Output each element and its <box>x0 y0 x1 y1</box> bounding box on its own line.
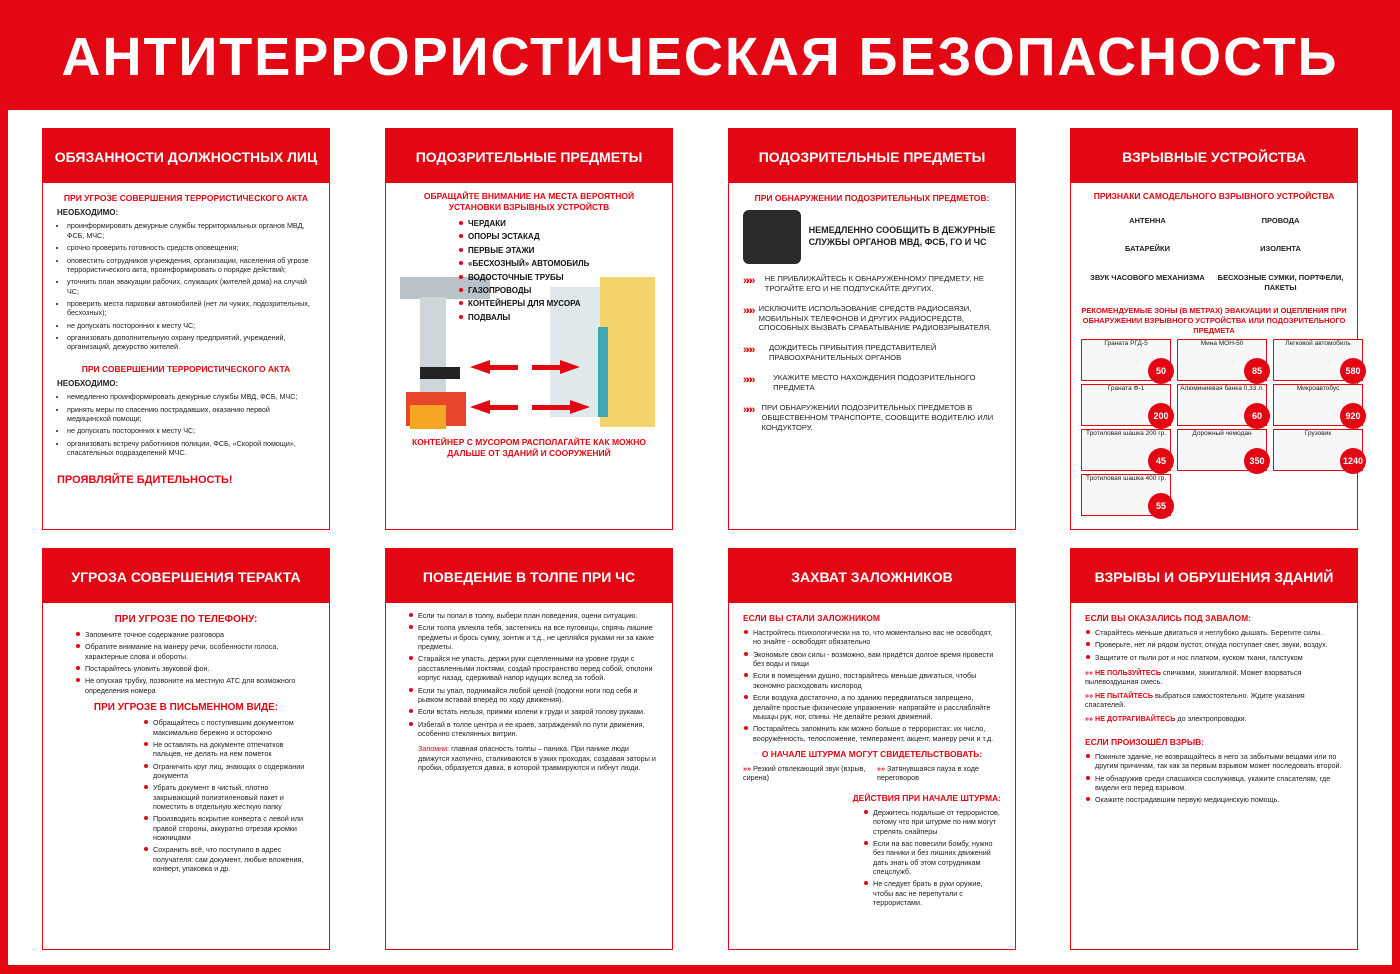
zone-tile <box>1081 474 1171 516</box>
remember-label: Запомни: <box>418 744 450 754</box>
list-item: КОНТЕЙНЕРЫ ДЛЯ МУСОРА <box>468 299 589 309</box>
list-item: Если в помещении душно, постарайтесь меньше двигаться, чтобы экономно расходовать кислород <box>753 671 1001 690</box>
list-item: • срочно проверить готовность средств оповещения; <box>67 243 315 252</box>
list-item: Обращайтесь с поступившим документом максимально бережно и осторожно <box>153 718 315 737</box>
duty-list-threat <box>57 221 315 351</box>
list-item: ВОДОСТОЧНЫЕ ТРУБЫ <box>468 273 589 283</box>
action-text: УКАЖИТЕ МЕСТО НАХОЖДЕНИЯ ПОДОЗРИТЕЛЬНОГО ПРЕДМЕТА <box>773 373 976 392</box>
need-label: НЕОБХОДИМО: <box>57 378 119 388</box>
list-item: Не обнаружив среди спасшихся сослуживца, укажите спасателям, где видели его перед взрывом. <box>1095 774 1343 793</box>
phone-block <box>743 210 1001 264</box>
places-list <box>458 219 589 326</box>
list-item: Если ты попал в толпу, выбери план поведения, оцени ситуацию. <box>418 611 658 620</box>
zone-item-name: Микроавтобус <box>1296 385 1340 393</box>
panel-title: ПОДОЗРИТЕЛЬНЫЕ ПРЕДМЕТЫ <box>386 129 672 183</box>
zone-distance: 50 <box>1148 358 1174 384</box>
arrow-icon: »»» <box>743 403 753 416</box>
list-item: Держитесь подальше от террористов, потому что при штурме по ним могут стрелять снайперы <box>873 807 1000 836</box>
zone-distance: 920 <box>1340 403 1366 429</box>
zone-distance: 1240 <box>1340 448 1366 474</box>
action-item <box>743 343 1001 363</box>
list-item: Производить вскрытие конверта с левой или правой стороны, аккуратно отрезая кромки ножницами <box>153 814 315 842</box>
device-sign: АНТЕННА <box>1129 215 1166 225</box>
device-sign: БЕСХОЗНЫЕ СУМКИ, ПОРТФЕЛИ, ПАКЕТЫ <box>1217 273 1344 292</box>
list-item: • оповестить сотрудников учреждения, организации, населения об угрозе террористического акта, проинформировать о порядке действий; <box>67 256 315 275</box>
container-shape <box>410 405 446 429</box>
storm-actions-list <box>863 808 1001 908</box>
panel-official-duties <box>42 128 330 530</box>
list-item: Постарайтесь запомнить как можно больше о террористах: их число, вооружённость, телосложение, темперамент, акцент, манеру речи и т.д. <box>753 724 1001 743</box>
striped-base <box>420 367 460 379</box>
zone-distance: 200 <box>1148 403 1174 429</box>
list-item: «БЕСХОЗНЫЙ» АВТОМОБИЛЬ <box>468 259 590 269</box>
warning-3-red: НЕ ДОТРАГИВАЙТЕСЬ <box>1095 713 1176 723</box>
section-title: ДЕЙСТВИЯ ПРИ НАЧАЛЕ ШТУРМА: <box>852 792 1001 803</box>
device-sign: ИЗОЛЕНТА <box>1260 244 1301 254</box>
device-sign: ПРОВОДА <box>1261 215 1300 225</box>
panel-explosive-devices <box>1070 128 1364 530</box>
arrow-icon: »»» <box>743 275 753 288</box>
action-text: ПРИ ОБНАРУЖЕНИИ ПОДОЗРИТЕЛЬНЫХ ПРЕДМЕТОВ В ОБЩЕСТВЕННОМ ТРАНСПОРТЕ, СООБЩИТЕ ВОДИТЕЛЮ ИЛИ КОНДУКТОРУ. <box>761 402 994 432</box>
panel-suspicious-actions <box>728 128 1016 530</box>
list-item: Старайтесь меньше двигаться и неглубоко дышать. Берегите силы. <box>1095 628 1343 637</box>
section-title: ПРИЗНАКИ САМОДЕЛЬНОГО ВЗРЫВНОГО УСТРОЙСТВА <box>1093 191 1335 201</box>
panel-building-collapse <box>1070 548 1358 950</box>
page-title: АНТИТЕРРОРИСТИЧЕСКАЯ БЕЗОПАСНОСТЬ <box>61 27 1339 87</box>
call-instruction: НЕМЕДЛЕННО СООБЩИТЬ В ДЕЖУРНЫЕ СЛУЖБЫ ОРГАНОВ МВД, ФСБ, ГО И ЧС <box>808 225 996 248</box>
building-shape <box>600 277 655 427</box>
section-title: ПРИ УГРОЗЕ В ПИСЬМЕННОМ ВИДЕ: <box>93 702 279 714</box>
crowd-list <box>408 611 658 738</box>
arrow-icon: »» <box>1085 668 1093 678</box>
warning-2-red: НЕ ПЫТАЙТЕСЬ <box>1095 690 1154 700</box>
list-item: Не оставлять на документе отпечатков пальцев, не делать на нем пометок <box>153 740 315 759</box>
panel-title: ЗАХВАТ ЗАЛОЖНИКОВ <box>729 549 1015 603</box>
list-item: Постарайтесь уловить звуковой фон. <box>85 664 315 673</box>
zone-tile <box>1081 429 1171 471</box>
section-title: ЕСЛИ ВЫ СТАЛИ ЗАЛОЖНИКОМ <box>743 613 880 623</box>
panel-title: ВЗРЫВНЫЕ УСТРОЙСТВА <box>1071 129 1357 183</box>
panel-body <box>1077 183 1364 523</box>
list-item: Если встать нельзя, прижми колени к груди и закрой голову руками. <box>418 707 658 716</box>
remember-text: главная опасность толпы – паника. При панике люди движутся хаотично, сталкиваются в узких проходах, создавая заторы и пробки, образуется давка, в которой травмируются и гибнут люди. <box>418 744 656 773</box>
drainpipe-shape <box>598 327 608 417</box>
panel-body <box>49 603 323 886</box>
list-item: Запомните точное содержание разговора <box>85 630 315 639</box>
rubble-list <box>1085 628 1343 662</box>
panel-terror-threat <box>42 548 330 950</box>
zones-grid <box>1081 339 1364 519</box>
zone-tile <box>1177 429 1267 471</box>
list-item: Обратите внимание на манеру речи, особенности голоса, характерные слова и обороты. <box>85 642 315 661</box>
zone-tile <box>1081 384 1171 426</box>
arrow-icon: »»» <box>743 304 753 317</box>
zone-item-name: Граната Ф-1 <box>1107 385 1145 393</box>
zone-tile <box>1081 339 1171 381</box>
device-sign: БАТАРЕЙКИ <box>1124 244 1171 254</box>
action-text: НЕ ПРИБЛИЖАЙТЕСЬ К ОБНАРУЖЕННОМУ ПРЕДМЕТУ, НЕ ТРОГАЙТЕ ЕГО И НЕ ПОДПУСКАЙТЕ ДРУГИХ. <box>764 274 984 293</box>
zone-item-name: Грузовик <box>1304 430 1332 438</box>
storm-sign-sound: Резкий отвлекающий звук (взрыв, сирена) <box>743 764 866 783</box>
section-title: ПРИ СОВЕРШЕНИИ ТЕРРОРИСТИЧЕСКОГО АКТА <box>81 363 291 374</box>
panel-hostage-taking <box>728 548 1016 950</box>
list-item: • организовать встречу работников полиции, ФСБ, «Скорой помощи», спасательных подразделений МЧС. <box>67 439 315 458</box>
list-item: Если на вас повесили бомбу, нужно без паники и без лишних движений дать знать об этом сотрудникам спецслужб. <box>873 839 1001 876</box>
warning-1-text: спичками, зажигалкой. Может взорваться пылевоздушная смесь. <box>1085 668 1302 687</box>
action-item <box>743 304 1001 334</box>
header-banner <box>0 0 1400 98</box>
written-threat-list <box>143 718 315 873</box>
section-title: О НАЧАЛЕ ШТУРМА МОГУТ СВИДЕТЕЛЬСТВОВАТЬ: <box>761 749 983 759</box>
warning-1-red: НЕ ПОЛЬЗУЙТЕСЬ <box>1095 668 1161 678</box>
section-title: ЕСЛИ ПРОИЗОШЁЛ ВЗРЫВ: <box>1085 736 1205 747</box>
zone-distance: 85 <box>1244 358 1270 384</box>
warning-3-text: до электропроводки. <box>1177 713 1247 723</box>
arrow-icon: »» <box>743 764 751 774</box>
warning-2-text: выбраться самостоятельно. Ждите указания спасателей. <box>1085 690 1305 710</box>
panel-body <box>735 183 1009 448</box>
panel-body <box>49 183 323 494</box>
vigilance-alert: ПРОЯВЛЯЙТЕ БДИТЕЛЬНОСТЬ! <box>57 474 233 487</box>
storm-sign-pause: Затянувшаяся пауза в ходе переговоров <box>877 764 979 783</box>
section-title: ПРИ УГРОЗЕ СОВЕРШЕНИЯ ТЕРРОРИСТИЧЕСКОГО АКТА <box>63 193 309 203</box>
zone-tile <box>1273 339 1363 381</box>
list-item: Если ты упал, поднимайся любой ценой (подогни ноги под себя и рывком вставай вперёд по ходу движения). <box>418 686 658 705</box>
list-item: • организовать дополнительную охрану предприятий, учреждений, организаций, дежурство жителей. <box>67 333 315 352</box>
action-text: ИСКЛЮЧИТЕ ИСПОЛЬЗОВАНИЕ СРЕДСТВ РАДИОСВЯЗИ, МОБИЛЬНЫХ ТЕЛЕФОНОВ И ДРУГИХ РАДИОСРЕДСТВ, СПОСОБНЫХ ВЫЗВАТЬ СРАБАТЫВАНИЕ РАДИОВЗРЫВАТЕЛЯ. <box>758 303 992 333</box>
panel-suspicious-places <box>385 128 673 530</box>
arrow-icon: »» <box>1085 713 1093 723</box>
zone-distance: 45 <box>1148 448 1174 474</box>
zone-item-name: Легковой автомобиль <box>1285 340 1351 348</box>
list-item: • принять меры по спасению пострадавших, оказанию первой медицинской помощи; <box>67 405 315 424</box>
list-item: Не опуская трубку, позвоните на местную АТС для возможного определения номера <box>85 676 315 695</box>
duty-list-act <box>57 392 315 457</box>
panel-title: ПОДОЗРИТЕЛЬНЫЕ ПРЕДМЕТЫ <box>729 129 1015 183</box>
warning-2 <box>1085 691 1343 710</box>
section-title: ПРИ УГРОЗЕ ПО ТЕЛЕФОНУ: <box>114 614 258 625</box>
list-item: Окажите пострадавшим первую медицинскую помощь. <box>1095 795 1343 804</box>
list-item: ОПОРЫ ЭСТАКАД <box>468 232 589 242</box>
storm-signs <box>743 764 1001 783</box>
action-item <box>743 403 1001 433</box>
zone-item-name: Тротиловая шашка 400 гр. <box>1086 475 1166 483</box>
list-item: • проинформировать дежурные службы территориальных органов МВД, ФСБ, МЧС; <box>67 221 315 240</box>
zone-tile <box>1273 384 1363 426</box>
zone-tile <box>1273 429 1363 471</box>
zone-item-name: Тротиловая шашка 200 гр. <box>1086 430 1166 438</box>
zone-item-name: Алюминиевая банка 0,33 л. <box>1180 385 1264 393</box>
device-sign: ЗВУК ЧАСОВОГО МЕХАНИЗМА <box>1090 273 1205 283</box>
list-item: Если толпа увлекла тебя, застегнись на все пуговицы, спрячь лишние предметы и брось сумку, зонтик и т.д., не цепляйся руками ни за какие предметы. <box>418 623 658 651</box>
section-title: ОБРАЩАЙТЕ ВНИМАНИЕ НА МЕСТА ВЕРОЯТНОЙ УСТАНОВКИ ВЗРЫВНЫХ УСТРОЙСТВ <box>423 191 635 213</box>
list-item: Избегай в толпе центра и ее краев, заграждений по пути движения, особенно стеклянных витрин. <box>418 720 658 739</box>
arrow-icon: »» <box>1085 690 1093 700</box>
zone-distance: 350 <box>1244 448 1270 474</box>
section-title: ЕСЛИ ВЫ ОКАЗАЛИСЬ ПОД ЗАВАЛОМ: <box>1085 613 1251 623</box>
list-item: • не допускать посторонних к месту ЧС; <box>67 426 315 435</box>
panel-title: ВЗРЫВЫ И ОБРУШЕНИЯ ЗДАНИЙ <box>1071 549 1357 603</box>
list-item: Проверьте, нет ли рядом пустот, откуда поступает свет, звуки, воздух. <box>1095 640 1343 649</box>
list-item: • не допускать посторонних к месту ЧС; <box>67 321 315 330</box>
action-item <box>743 373 1001 393</box>
list-item: • немедленно проинформировать дежурные службы МВД, ФСБ, МЧС; <box>67 392 315 401</box>
zone-tile <box>1177 339 1267 381</box>
zone-distance: 55 <box>1148 493 1174 519</box>
container-advice: КОНТЕЙНЕР С МУСОРОМ РАСПОЛАГАЙТЕ КАК МОЖНО ДАЛЬШЕ ОТ ЗДАНИЙ И СООРУЖЕНИЙ <box>411 437 646 459</box>
list-item: Защитите от пыли рот и нос платком, куском ткани, галстуком <box>1095 653 1343 662</box>
list-item: ПЕРВЫЕ ЭТАЖИ <box>468 246 589 256</box>
panel-body <box>735 603 1009 919</box>
zone-distance: 580 <box>1340 358 1366 384</box>
phone-threat-list <box>75 630 315 695</box>
need-label: НЕОБХОДИМО: <box>57 208 119 218</box>
list-item: ПОДВАЛЫ <box>468 313 589 323</box>
list-item: ЧЕРДАКИ <box>468 219 589 229</box>
action-item <box>743 274 1001 294</box>
action-list <box>743 274 1001 432</box>
list-item: Убрать документ в чистый, плотно закрывающий полиэтиленовый пакет и поместить в отдельную жесткую папку <box>153 783 315 811</box>
panel-body <box>392 183 666 469</box>
list-item: Настройтесь психологически на то, что моментально вас не освободят, но знайте - освободят обязательно <box>753 628 1001 647</box>
panel-title: УГРОЗА СОВЕРШЕНИЯ ТЕРАКТА <box>43 549 329 603</box>
zones-title: РЕКОМЕНДУЕМЫЕ ЗОНЫ (В МЕТРАХ) ЭВАКУАЦИИ И ОЦЕПЛЕНИЯ ПРИ ОБНАРУЖЕНИИ ВЗРЫВНОГО УСТРОЙСТВА ИЛИ ПОДОЗРИТЕЛЬНОГО ПРЕДМЕТА <box>1081 306 1347 335</box>
pillar-shape <box>420 297 446 407</box>
list-item: • проверить места парковки автомобилей (нет ли чужих, подозрительных, бесхозных); <box>67 299 315 318</box>
list-item: Экономьте свои силы - возможно, вам придётся долгое время провести без воды и пищи <box>753 650 1001 669</box>
zone-item-name: Дорожный чемодан <box>1192 430 1252 438</box>
warning-1 <box>1085 668 1343 687</box>
phone-icon <box>743 210 801 264</box>
zone-item-name: Мина МОН-50 <box>1200 340 1244 348</box>
list-item: • уточнить план эвакуации рабочих, служащих (жителей дома) на случай ЧС; <box>67 277 315 296</box>
panel-body <box>1077 603 1351 817</box>
list-item: Старайся не упасть, держи руки сцепленными на уровне груди с расставленными локтями, создай пространство перед собой, отклони корпус назад, сдерживай напор идущих вслед за тобой. <box>418 654 658 682</box>
list-item: Сохранить всё, что поступило в адрес получателя: сам документ, любые вложения, конверт, упаковка и др. <box>153 845 315 873</box>
warning-3 <box>1085 714 1343 723</box>
section-title: ПРИ ОБНАРУЖЕНИИ ПОДОЗРИТЕЛЬНЫХ ПРЕДМЕТОВ: <box>754 193 990 203</box>
arrow-icon: »»» <box>743 344 753 357</box>
panel-body <box>392 603 666 778</box>
hostage-list <box>743 628 1001 743</box>
list-item: Если воздуха достаточно, а по зданию передвигаться запрещено, делайте простые физические упражнения- напрягайте и расслабляйте мышцы рук, ног, спины. Не делайте резких движений. <box>753 693 1001 721</box>
arrow-icon: »» <box>877 764 885 774</box>
list-item: Не следует брать в руки оружие, чтобы вас не перепутали с террористами. <box>873 879 1001 907</box>
list-item: Ограничить круг лиц, знающих о содержании документа <box>153 762 315 781</box>
arrow-icon: »»» <box>743 374 753 387</box>
street-illustration <box>400 217 658 437</box>
explosion-list <box>1085 752 1343 805</box>
zone-distance: 60 <box>1244 403 1270 429</box>
zone-item-name: Граната РГД-5 <box>1104 340 1148 348</box>
signs-grid <box>1081 206 1347 302</box>
zone-tile <box>1177 384 1267 426</box>
panel-title: ОБЯЗАННОСТИ ДОЛЖНОСТНЫХ ЛИЦ <box>43 129 329 183</box>
panel-title: ПОВЕДЕНИЕ В ТОЛПЕ ПРИ ЧС <box>386 549 672 603</box>
panel-crowd-behavior <box>385 548 673 950</box>
list-item: ГАЗОПРОВОДЫ <box>468 286 589 296</box>
action-text: ДОЖДИТЕСЬ ПРИБЫТИЯ ПРЕДСТАВИТЕЛЕЙ ПРАВООХРАНИТЕЛЬНЫХ ОРГАНОВ <box>769 343 937 363</box>
list-item: Покиньте здание, не возвращайтесь в него за забытыми вещами или по другим причинам, так как за первым взрывом может последовать второй. <box>1095 751 1342 771</box>
